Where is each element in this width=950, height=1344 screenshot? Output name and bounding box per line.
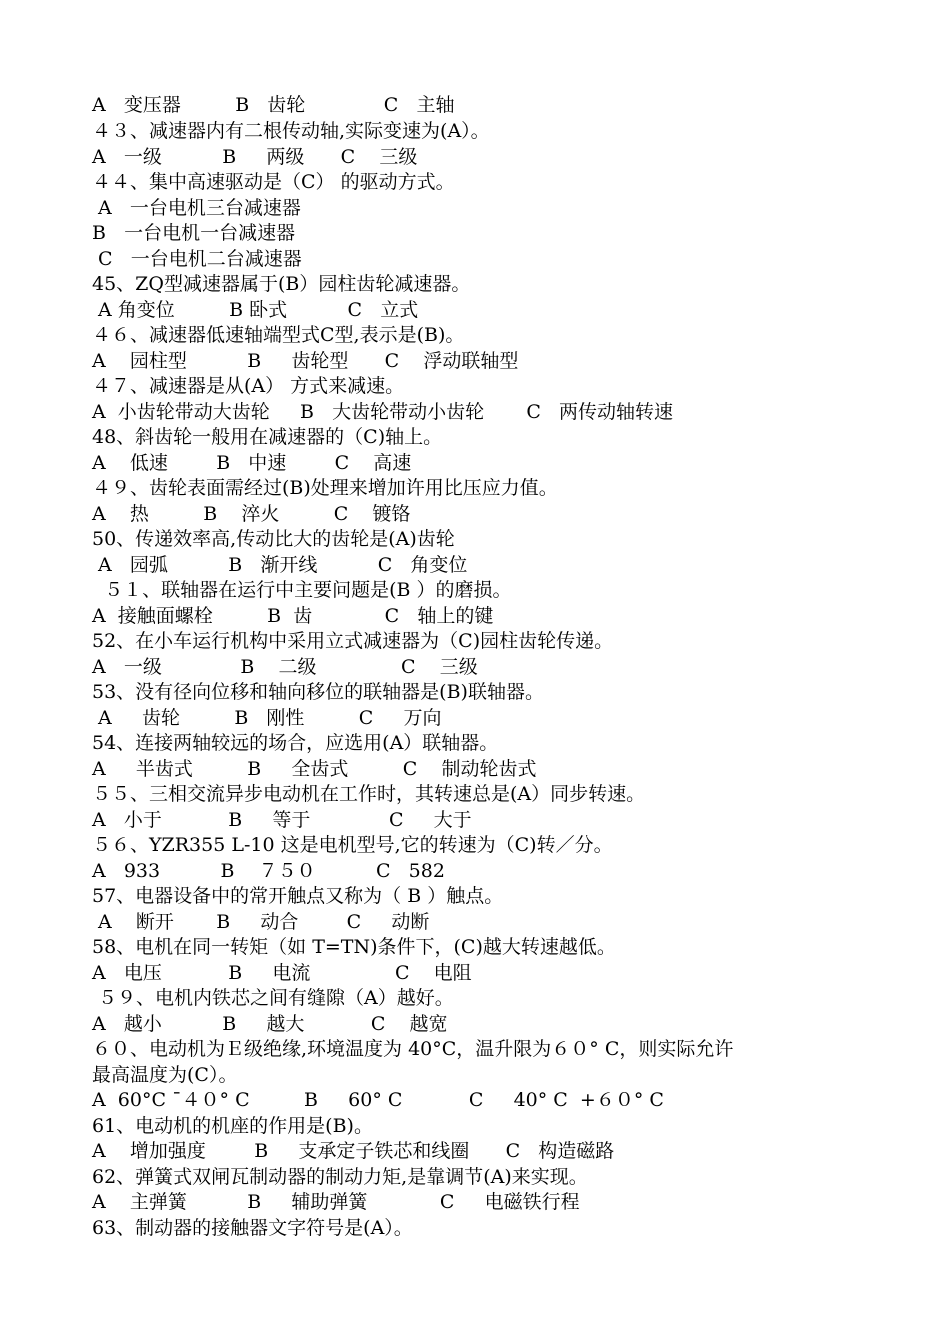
text-line: A 接触面螺栓 B 齿 C 轴上的键 xyxy=(92,605,494,627)
text-line: A 半齿式 B 全齿式 C 制动轮齿式 xyxy=(92,758,537,780)
text-line: ４７、减速器是从(A） 方式来减速。 xyxy=(92,375,405,397)
text-line: A 断开 B 动合 C 动断 xyxy=(92,911,430,933)
text-line: A 933 B ７５０ C 582 xyxy=(92,860,445,882)
text-line: 62、弹簧式双闸瓦制动器的制动力矩,是靠调节(A)来实现。 xyxy=(92,1166,588,1188)
text-line: A 园弧 B 渐开线 C 角变位 xyxy=(92,554,468,576)
text-line: A 一级 B 两级 C 三级 xyxy=(92,146,418,168)
text-line: A 增加强度 B 支承定子铁芯和线圈 C 构造磁路 xyxy=(92,1140,615,1162)
text-line: A 小于 B 等于 C 大于 xyxy=(92,809,472,831)
text-line: A 低速 B 中速 C 高速 xyxy=(92,452,412,474)
text-line: 57、电器设备中的常开触点又称为（ B ）触点。 xyxy=(92,885,504,907)
text-line: 58、电机在同一转矩（如 T=TN)条件下，(C)越大转速越低。 xyxy=(92,936,616,958)
text-line: A 小齿轮带动大齿轮 B 大齿轮带动小齿轮 C 两传动轴转速 xyxy=(92,401,674,423)
text-line: ５６、YZR355 L-10 这是电机型号,它的转速为（C)转／分。 xyxy=(92,834,613,856)
text-line: ６０、电动机为Ｅ级绝缘,环境温度为 40°C，温升限为６０° C，则实际允许 xyxy=(92,1038,734,1060)
text-line: A 角变位 B 卧式 C 立式 xyxy=(92,299,419,321)
text-line: B 一台电机一台减速器 xyxy=(92,222,296,244)
text-line: 63、制动器的接触器文字符号是(A）。 xyxy=(92,1217,413,1239)
text-line: 45、ZQ型减速器属于(B）园柱齿轮减速器。 xyxy=(92,273,471,295)
text-line: A 一台电机三台减速器 xyxy=(92,197,301,219)
text-line: 50、传递效率高,传动比大的齿轮是(A)齿轮 xyxy=(92,528,455,550)
text-line: 48、斜齿轮一般用在减速器的（C)轴上。 xyxy=(92,426,443,448)
text-line: A 变压器 B 齿轮 C 主轴 xyxy=(92,94,455,116)
text-line: 53、没有径向位移和轴向移位的联轴器是(B)联轴器。 xyxy=(92,681,544,703)
text-line: ５１、联轴器在运行中主要问题是(B ）的磨损。 xyxy=(92,579,512,601)
text-line: ５５、三相交流异步电动机在工作时，其转速总是(A）同步转速。 xyxy=(92,783,646,805)
text-line: A 一级 B 二级 C 三级 xyxy=(92,656,478,678)
text-line: A 园柱型 B 齿轮型 C 浮动联轴型 xyxy=(92,350,519,372)
text-line: 61、电动机的机座的作用是(B)。 xyxy=(92,1115,373,1137)
text-line: ４６、减速器低速轴端型式C型,表示是(B)。 xyxy=(92,324,465,346)
text-line: A 齿轮 B 刚性 C 万向 xyxy=(92,707,442,729)
text-line: A 60°C ¯４０° C B 60° C C 40° C +６０° C xyxy=(92,1089,664,1111)
text-line: A 主弹簧 B 辅助弹簧 C 电磁铁行程 xyxy=(92,1191,580,1213)
text-line: ４９、齿轮表面需经过(B)处理来增加许用比压应力值。 xyxy=(92,477,558,499)
text-line: 52、在小车运行机构中采用立式减速器为（C)园柱齿轮传递。 xyxy=(92,630,614,652)
text-line: A 电压 B 电流 C 电阻 xyxy=(92,962,472,984)
text-line: ４３、减速器内有二根传动轴,实际变速为(A）。 xyxy=(92,120,490,142)
text-line: A 越小 B 越大 C 越宽 xyxy=(92,1013,448,1035)
text-line: ５９、电机内铁芯之间有缝隙（A）越好。 xyxy=(92,987,454,1009)
text-line: C 一台电机二台减速器 xyxy=(92,248,302,270)
text-line: 54、连接两轴较远的场合，应选用(A）联轴器。 xyxy=(92,732,499,754)
text-line: ４４、集中高速驱动是（C） 的驱动方式。 xyxy=(92,171,455,193)
text-line: 最高温度为(C）。 xyxy=(92,1064,238,1086)
text-line: A 热 B 淬火 C 镀铬 xyxy=(92,503,411,525)
